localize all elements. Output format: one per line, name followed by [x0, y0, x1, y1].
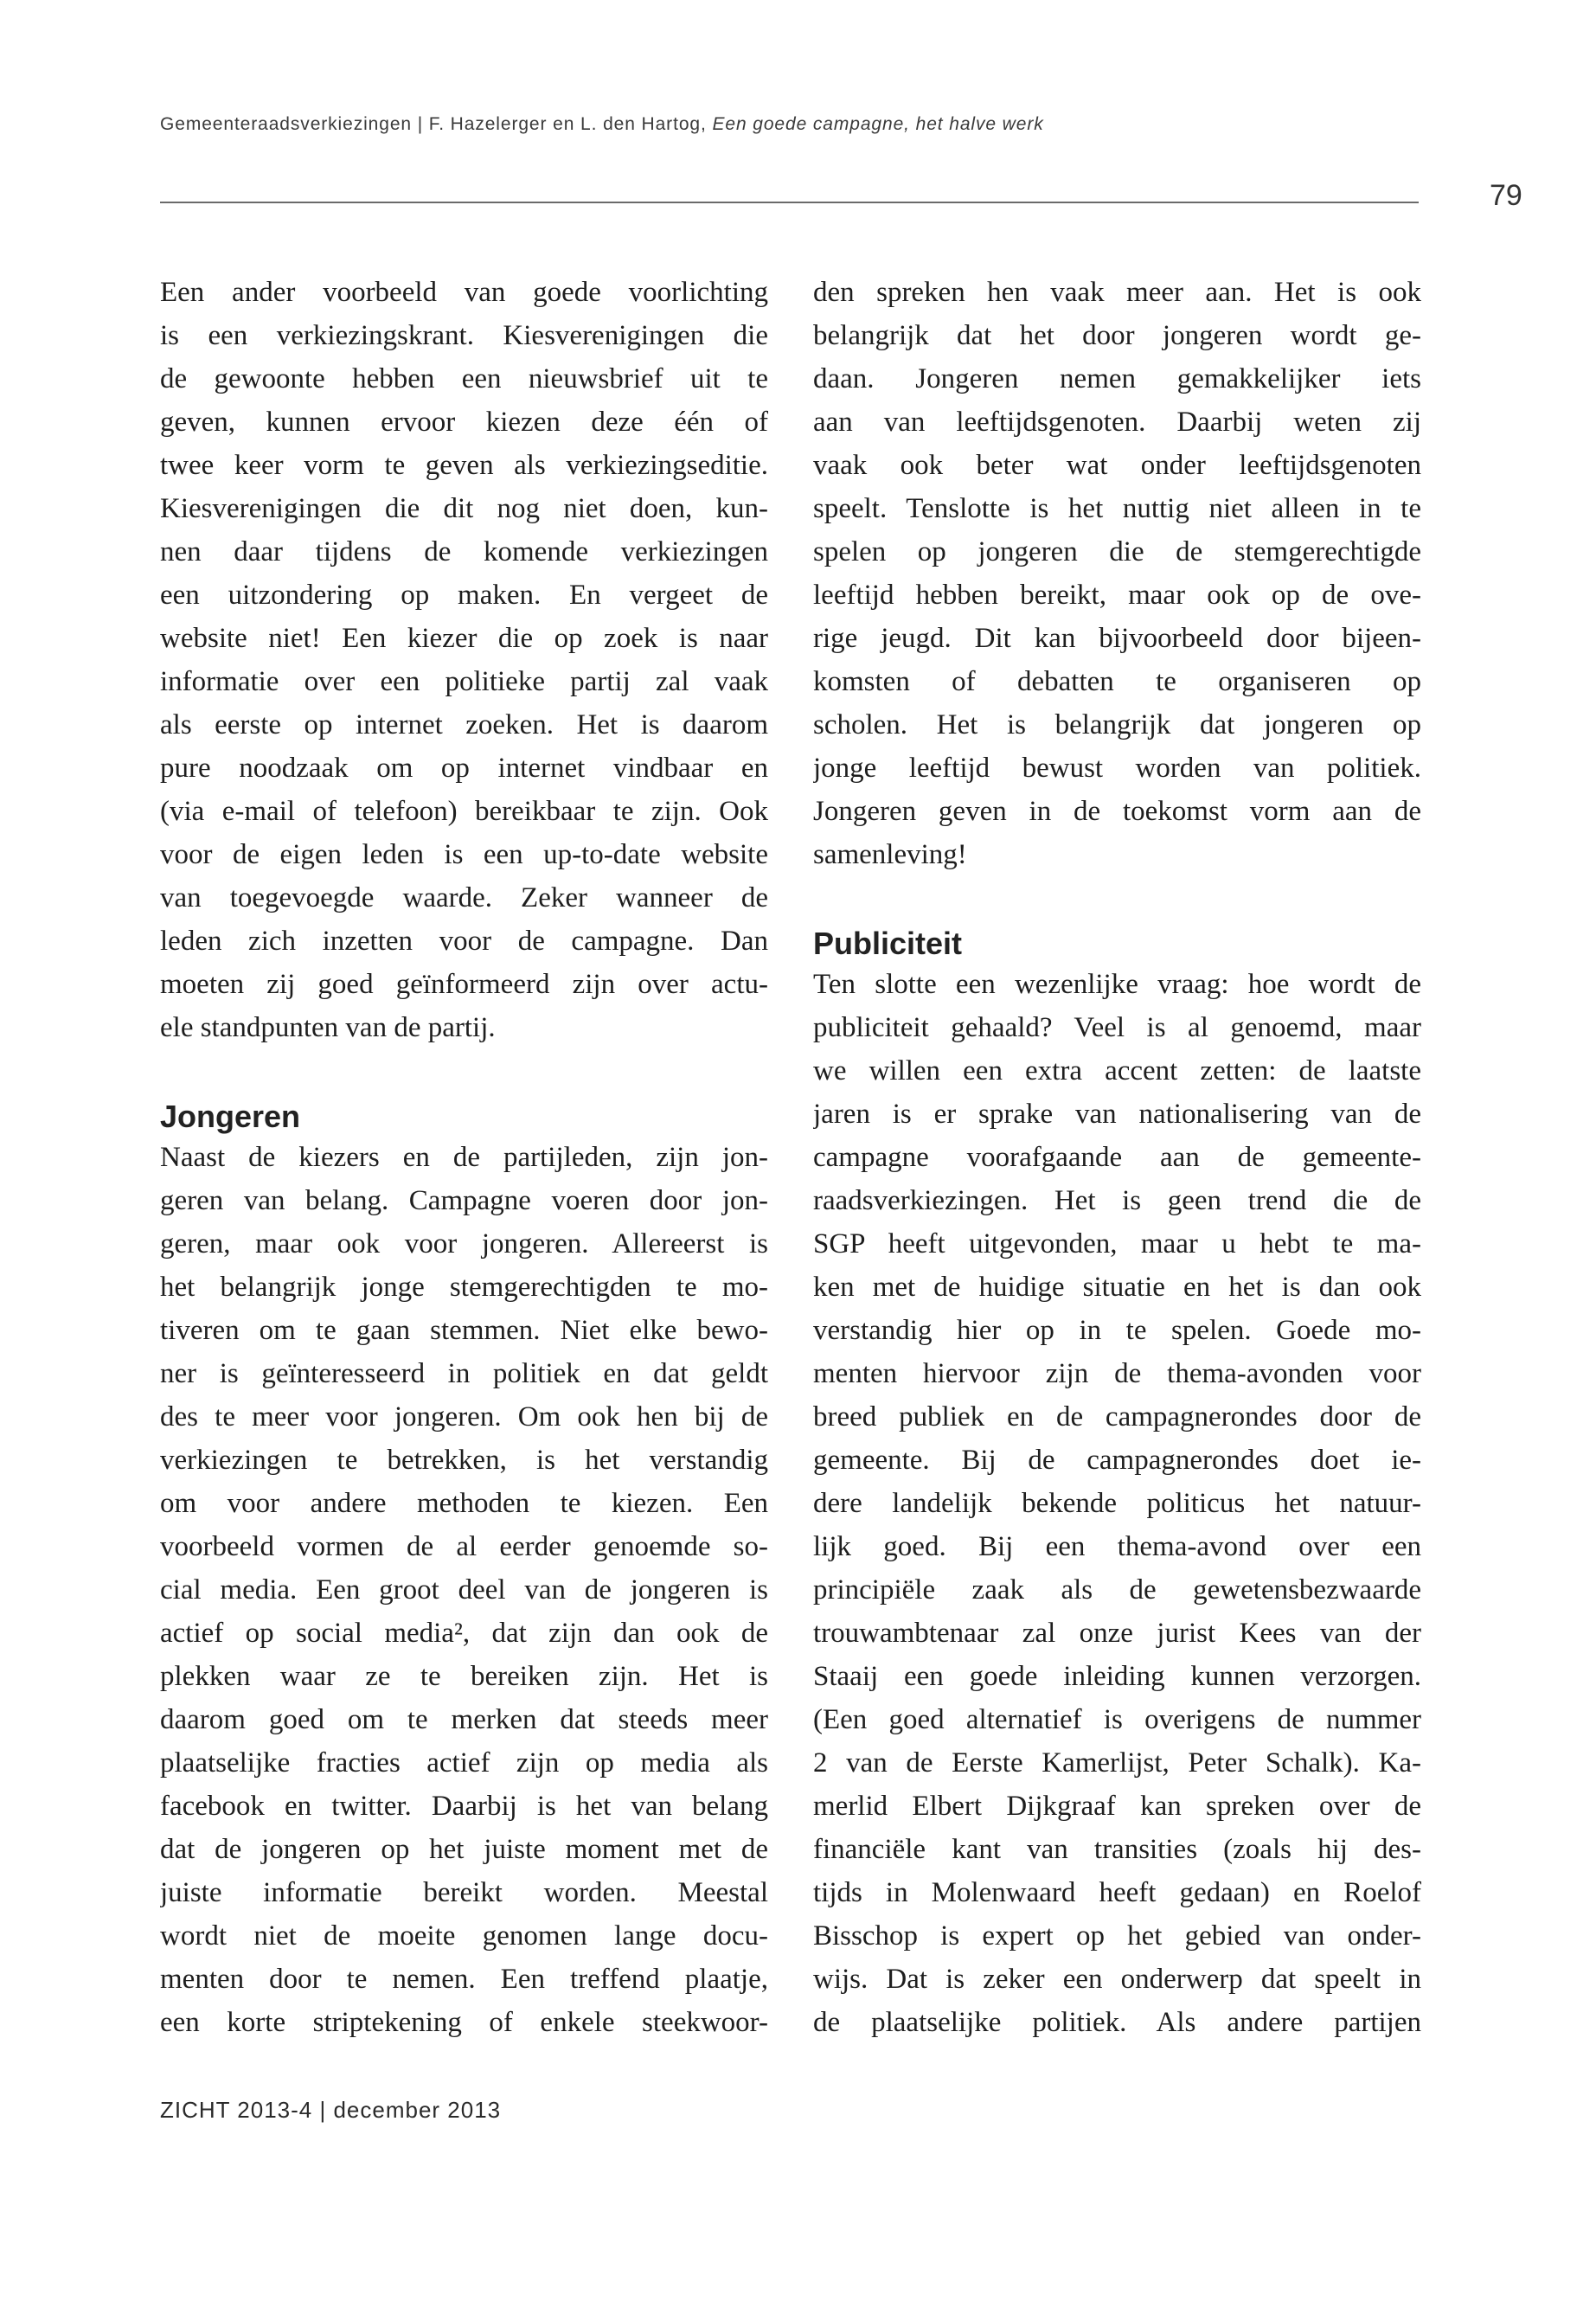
text-line: Ten slotte een wezenlijke vraag: hoe wordt de: [813, 969, 1421, 1000]
text-line: actief op social media², dat zijn dan ook de: [160, 1618, 768, 1649]
text-line: ele standpunten van de partij.: [160, 1012, 496, 1043]
text-line: 2 van de Eerste Kamerlijst, Peter Schalk). Ka-: [813, 1747, 1421, 1779]
text-line: (Een goed alternatief is overigens de nummer: [813, 1704, 1421, 1735]
text-line: verstandig hier op in te spelen. Goede mo-: [813, 1315, 1421, 1346]
text-line: plekken waar ze te bereiken zijn. Het is: [160, 1661, 768, 1692]
paragraph-gap: [160, 1049, 768, 1093]
text-line: facebook en twitter. Daarbij is het van belang: [160, 1791, 768, 1822]
text-line: leeftijd hebben bereikt, maar ook op de ove-: [813, 580, 1421, 611]
text-line: de gewoonte hebben een nieuwsbrief uit te: [160, 363, 768, 394]
text-line: verkiezingen te betrekken, is het verstandig: [160, 1445, 768, 1476]
text-line: om voor andere methoden te kiezen. Een: [160, 1488, 768, 1519]
text-line: Naast de kiezers en de partijleden, zijn jon-: [160, 1142, 768, 1173]
text-line: rige jeugd. Dit kan bijvoorbeeld door bijeen-: [813, 623, 1421, 654]
text-line: daarom goed om te merken dat steeds meer: [160, 1704, 768, 1735]
text-line: (via e-mail of telefoon) bereikbaar te zijn. Ook: [160, 796, 768, 827]
text-line: voorbeeld vormen de al eerder genoemde so-: [160, 1531, 768, 1562]
right-column: [813, 271, 1421, 2044]
footer-issue: ZICHT 2013-4 | december 2013: [160, 2097, 502, 2123]
text-line: leden zich inzetten voor de campagne. Dan: [160, 926, 768, 957]
left-column: [160, 271, 768, 2044]
text-line: des te meer voor jongeren. Om ook hen bij de: [160, 1401, 768, 1433]
text-line: ner is geïnteresseerd in politiek en dat geldt: [160, 1358, 768, 1389]
text-line: dere landelijk bekende politicus het natuur-: [813, 1488, 1421, 1519]
text-line: den spreken hen vaak meer aan. Het is ook: [813, 277, 1421, 308]
page-number: 79: [1490, 179, 1522, 212]
text-line: informatie over een politieke partij zal vaak: [160, 666, 768, 697]
text-line: campagne voorafgaande aan de gemeente-: [813, 1142, 1421, 1173]
paragraph-gap: [813, 876, 1421, 920]
text-line: publiciteit gehaald? Veel is al genoemd, maar: [813, 1012, 1421, 1043]
text-line: wijs. Dat is zeker een onderwerp dat speelt in: [813, 1964, 1421, 1995]
running-header-section: Gemeenteraadsverkiezingen | F. Hazelerger en L. den Hartog,: [160, 114, 713, 134]
header-rule: [160, 202, 1419, 203]
text-line: juiste informatie bereikt worden. Meestal: [160, 1877, 768, 1908]
text-line: voor de eigen leden is een up-to-date website: [160, 839, 768, 870]
text-line: raadsverkiezingen. Het is geen trend die de: [813, 1185, 1421, 1216]
text-line: daan. Jongeren nemen gemakkelijker iets: [813, 363, 1421, 394]
text-line: belangrijk dat het door jongeren wordt ge-: [813, 320, 1421, 351]
text-line: komsten of debatten te organiseren op: [813, 666, 1421, 697]
text-line: van toegevoegde waarde. Zeker wanneer de: [160, 882, 768, 913]
text-line: financiële kant van transities (zoals hij des-: [813, 1834, 1421, 1865]
text-line: een uitzondering op maken. En vergeet de: [160, 580, 768, 611]
text-line: tijds in Molenwaard heeft gedaan) en Roelof: [813, 1877, 1421, 1908]
text-line: merlid Elbert Dijkgraaf kan spreken over de: [813, 1791, 1421, 1822]
running-header-article-title: Een goede campagne, het halve werk: [712, 114, 1044, 134]
text-line: een korte striptekening of enkele steekwoor-: [160, 2007, 768, 2038]
text-line: principiële zaak als de gewetensbezwaarde: [813, 1574, 1421, 1606]
text-line: jonge leeftijd bewust worden van politiek.: [813, 753, 1421, 784]
text-line: menten hiervoor zijn de thema-avonden voor: [813, 1358, 1421, 1389]
text-line: tiveren om te gaan stemmen. Niet elke bewo-: [160, 1315, 768, 1346]
text-line: Kiesverenigingen die dit nog niet doen, kun-: [160, 493, 768, 524]
text-line: breed publiek en de campagnerondes door de: [813, 1401, 1421, 1433]
text-line: Jongeren geven in de toekomst vorm aan de: [813, 796, 1421, 827]
text-line: Een ander voorbeeld van goede voorlichting: [160, 277, 768, 308]
text-line: nen daar tijdens de komende verkiezingen: [160, 536, 768, 567]
text-line: gemeente. Bij de campagnerondes doet ie-: [813, 1445, 1421, 1476]
running-header: [160, 114, 1044, 135]
text-line: geven, kunnen ervoor kiezen deze één of: [160, 407, 768, 438]
text-line: vaak ook beter wat onder leeftijdsgenoten: [813, 450, 1421, 481]
text-line: website niet! Een kiezer die op zoek is naar: [160, 623, 768, 654]
text-line: moeten zij goed geïnformeerd zijn over actu-: [160, 969, 768, 1000]
text-line: cial media. Een groot deel van de jongeren is: [160, 1574, 768, 1606]
text-line: plaatselijke fracties actief zijn op media als: [160, 1747, 768, 1779]
section-heading: Publiciteit: [813, 926, 963, 961]
text-line: ken met de huidige situatie en het is dan ook: [813, 1272, 1421, 1303]
text-line: pure noodzaak om op internet vindbaar en: [160, 753, 768, 784]
text-line: geren, maar ook voor jongeren. Allereerst is: [160, 1228, 768, 1259]
text-line: we willen een extra accent zetten: de laatste: [813, 1055, 1421, 1086]
text-line: aan van leeftijdsgenoten. Daarbij weten zij: [813, 407, 1421, 438]
text-line: SGP heeft uitgevonden, maar u hebt te ma-: [813, 1228, 1421, 1259]
text-line: spelen op jongeren die de stemgerechtigde: [813, 536, 1421, 567]
text-line: de plaatselijke politiek. Als andere partijen: [813, 2007, 1421, 2038]
section-heading: Jongeren: [160, 1099, 301, 1134]
text-line: scholen. Het is belangrijk dat jongeren op: [813, 709, 1421, 740]
text-line: Bisschop is expert op het gebied van onder-: [813, 1920, 1421, 1952]
text-line: jaren is er sprake van nationalisering van de: [813, 1099, 1421, 1130]
text-line: het belangrijk jonge stemgerechtigden te mo-: [160, 1272, 768, 1303]
text-line: geren van belang. Campagne voeren door jon-: [160, 1185, 768, 1216]
text-line: dat de jongeren op het juiste moment met de: [160, 1834, 768, 1865]
text-line: wordt niet de moeite genomen lange docu-: [160, 1920, 768, 1952]
text-line: twee keer vorm te geven als verkiezingseditie.: [160, 450, 768, 481]
text-line: speelt. Tenslotte is het nuttig niet alleen in te: [813, 493, 1421, 524]
text-line: menten door te nemen. Een treffend plaatje,: [160, 1964, 768, 1995]
text-line: lijk goed. Bij een thema-avond over een: [813, 1531, 1421, 1562]
text-line: als eerste op internet zoeken. Het is daarom: [160, 709, 768, 740]
text-line: Staaij een goede inleiding kunnen verzorgen.: [813, 1661, 1421, 1692]
text-line: samenleving!: [813, 839, 967, 870]
text-line: trouwambtenaar zal onze jurist Kees van der: [813, 1618, 1421, 1649]
text-line: is een verkiezingskrant. Kiesverenigingen die: [160, 320, 768, 351]
